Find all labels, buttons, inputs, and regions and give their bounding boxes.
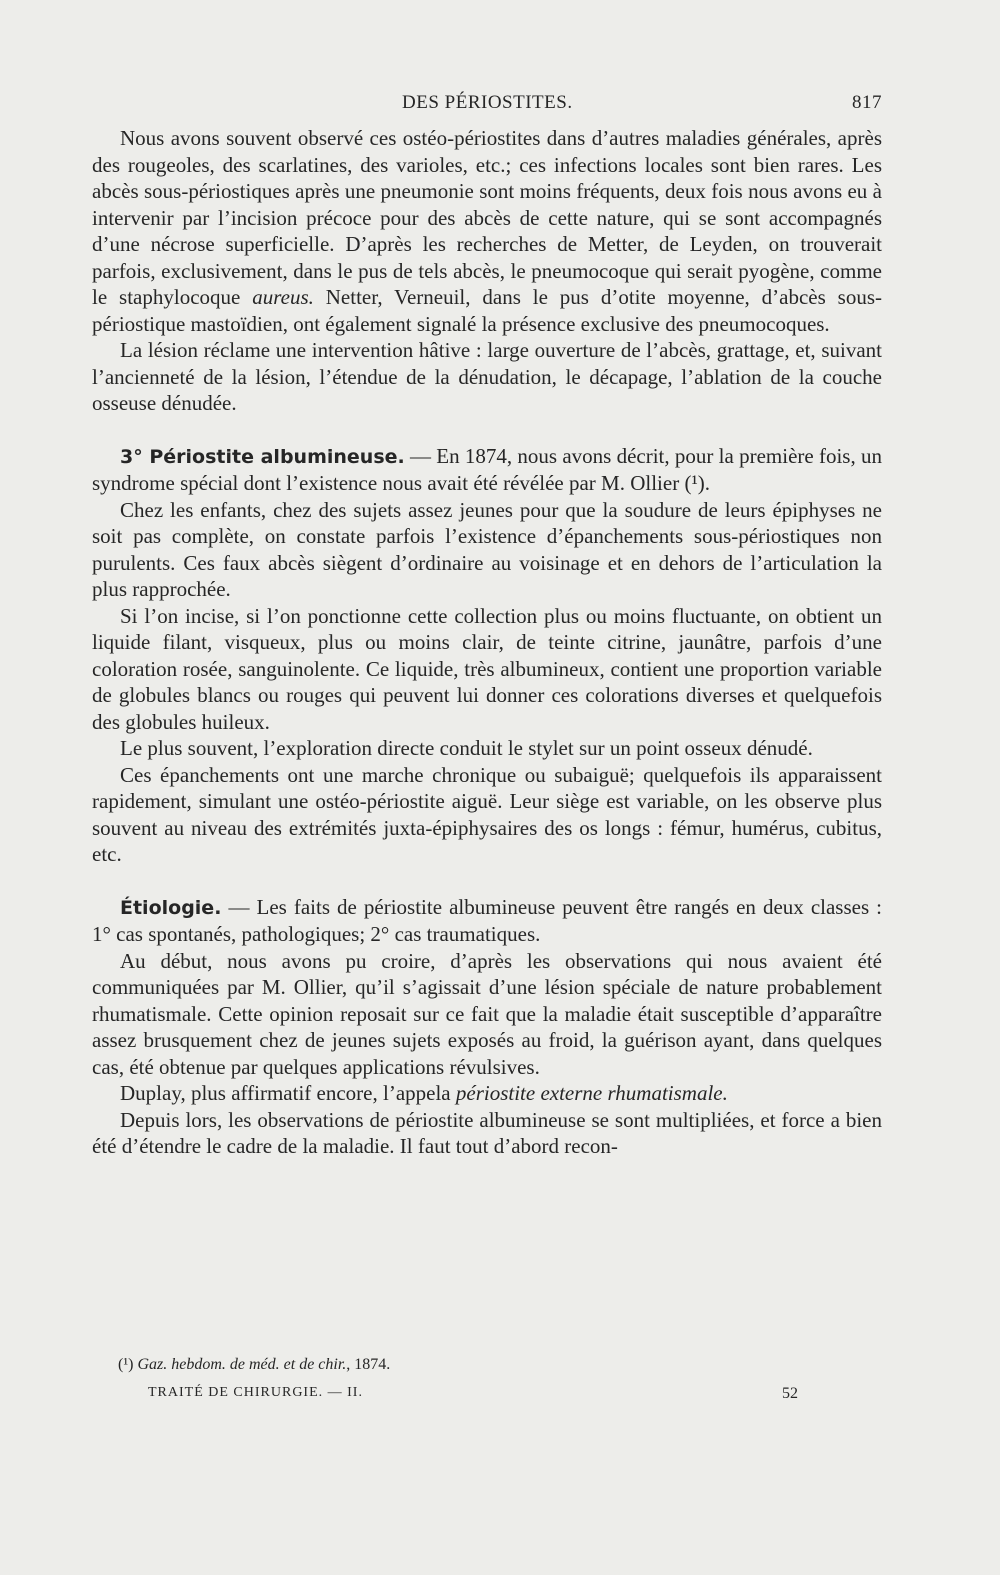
page-number: 817	[852, 92, 882, 113]
running-head	[92, 92, 882, 120]
section-heading: 3° Périostite albumineuse.	[120, 445, 405, 468]
italic-term: périostite externe rhumatismale.	[455, 1081, 728, 1105]
section-heading: Étiologie.	[120, 896, 222, 919]
paragraph: Duplay, plus affirmatif encore, l’appela périostite externe rhumatismale.	[120, 1081, 728, 1105]
footnote-citation: Gaz. hebdom. de méd. et de chir.	[137, 1356, 347, 1373]
section-gap	[92, 868, 882, 894]
body-text	[92, 125, 882, 1160]
page-footer	[148, 1385, 798, 1407]
section-paragraph: Étiologie. — Les faits de périostite albumineuse peuvent être rangés en deux classes : 1° cas spontanés, pathologiques; 2° cas traumatiques.	[92, 894, 882, 946]
paragraph: Nous avons souvent observé ces ostéo-périostites dans d’autres maladies générales, après des rougeoles, des scarlatines, des varioles, etc.; ces infections locales sont bien rares. Les abcès sous-périostiques après une pneumonie sont moins fréquents, deux fois nous avons eu à intervenir par l’incision précoce pour des abcès de cette nature, qui se sont accompagnés d’une nécrose superficielle. D’après les recherches de Metter, de Leyden, on trouverait parfois, exclusivement, dans le pus de tels abcès, le pneumocoque qui serait pyogène, comme le staphylocoque aureus. Netter, Verneuil, dans le pus d’otite moyenne, d’abcès sous-périostique mastoïdien, ont également signalé la présence exclusive des pneumocoques.	[92, 126, 882, 336]
paragraph: Le plus souvent, l’exploration directe conduit le stylet sur un point osseux dénudé.	[120, 736, 813, 760]
section-gap	[92, 417, 882, 443]
footnote	[118, 1356, 878, 1374]
footnote-marker: (¹)	[118, 1356, 138, 1373]
paragraph: Ces épanchements ont une marche chronique ou subaiguë; quelquefois ils apparaissent rapidement, simulant une ostéo-périostite aiguë. Leur siège est variable, on les observe plus souvent au niveau des extrémités juxta-épiphysaires des os longs : fémur, humérus, cubitus, etc.	[92, 762, 882, 866]
running-title: DES PÉRIOSTITES.	[402, 92, 573, 113]
paragraph: Au début, nous avons pu croire, d’après les observations qui nous avaient été communiquées par M. Ollier, qu’il s’agissait d’une lésion spéciale de nature probablement rhumatismale. Cette opinion reposait sur ce fait que la maladie était susceptible d’apparaître assez brusquement chez de jeunes sujets exposés au froid, la guérison ayant, dans quelques cas, été obtenue par quelques applications révulsives.	[92, 948, 882, 1079]
paragraph: La lésion réclame une intervention hâtive : large ouverture de l’abcès, grattage, et, suivant l’ancienneté de la lésion, l’étendue de la dénudation, le décapage, l’ablation de la couche osseuse dénudée.	[92, 338, 882, 415]
paragraph: Chez les enfants, chez des sujets assez jeunes pour que la soudure de leurs épiphyses ne soit pas complète, on constate parfois l’existence d’épanchements sous-périostiques non purulents. Ces faux abcès siègent d’ordinaire au voisinage et en dehors de l’articulation la plus rapprochée.	[92, 497, 882, 601]
section-paragraph: 3° Périostite albumineuse. — En 1874, nous avons décrit, pour la première fois, un syndrome spécial dont l’existence nous avait été révélée par M. Ollier (¹).	[92, 443, 882, 495]
paragraph: Depuis lors, les observations de périostite albumineuse se sont multipliées, et force a bien été d’étendre le cadre de la maladie. Il faut tout d’abord recon-	[92, 1107, 882, 1158]
paragraph: Si l’on incise, si l’on ponctionne cette collection plus ou moins fluctuante, on obtient un liquide filant, visqueux, plus ou moins clair, de teinte citrine, jaunâtre, parfois d’une coloration rosée, sanguinolente. Ce liquide, très albumineux, contient une proportion variable de globules blancs ou rouges qui peuvent lui donner ces colorations diverses et quelquefois des globules huileux.	[92, 603, 882, 734]
signature-mark: 52	[782, 1385, 798, 1402]
italic-term: aureus.	[252, 285, 314, 309]
footnote-year: , 1874.	[346, 1356, 391, 1373]
book-title: TRAITÉ DE CHIRURGIE. — II.	[148, 1385, 363, 1400]
